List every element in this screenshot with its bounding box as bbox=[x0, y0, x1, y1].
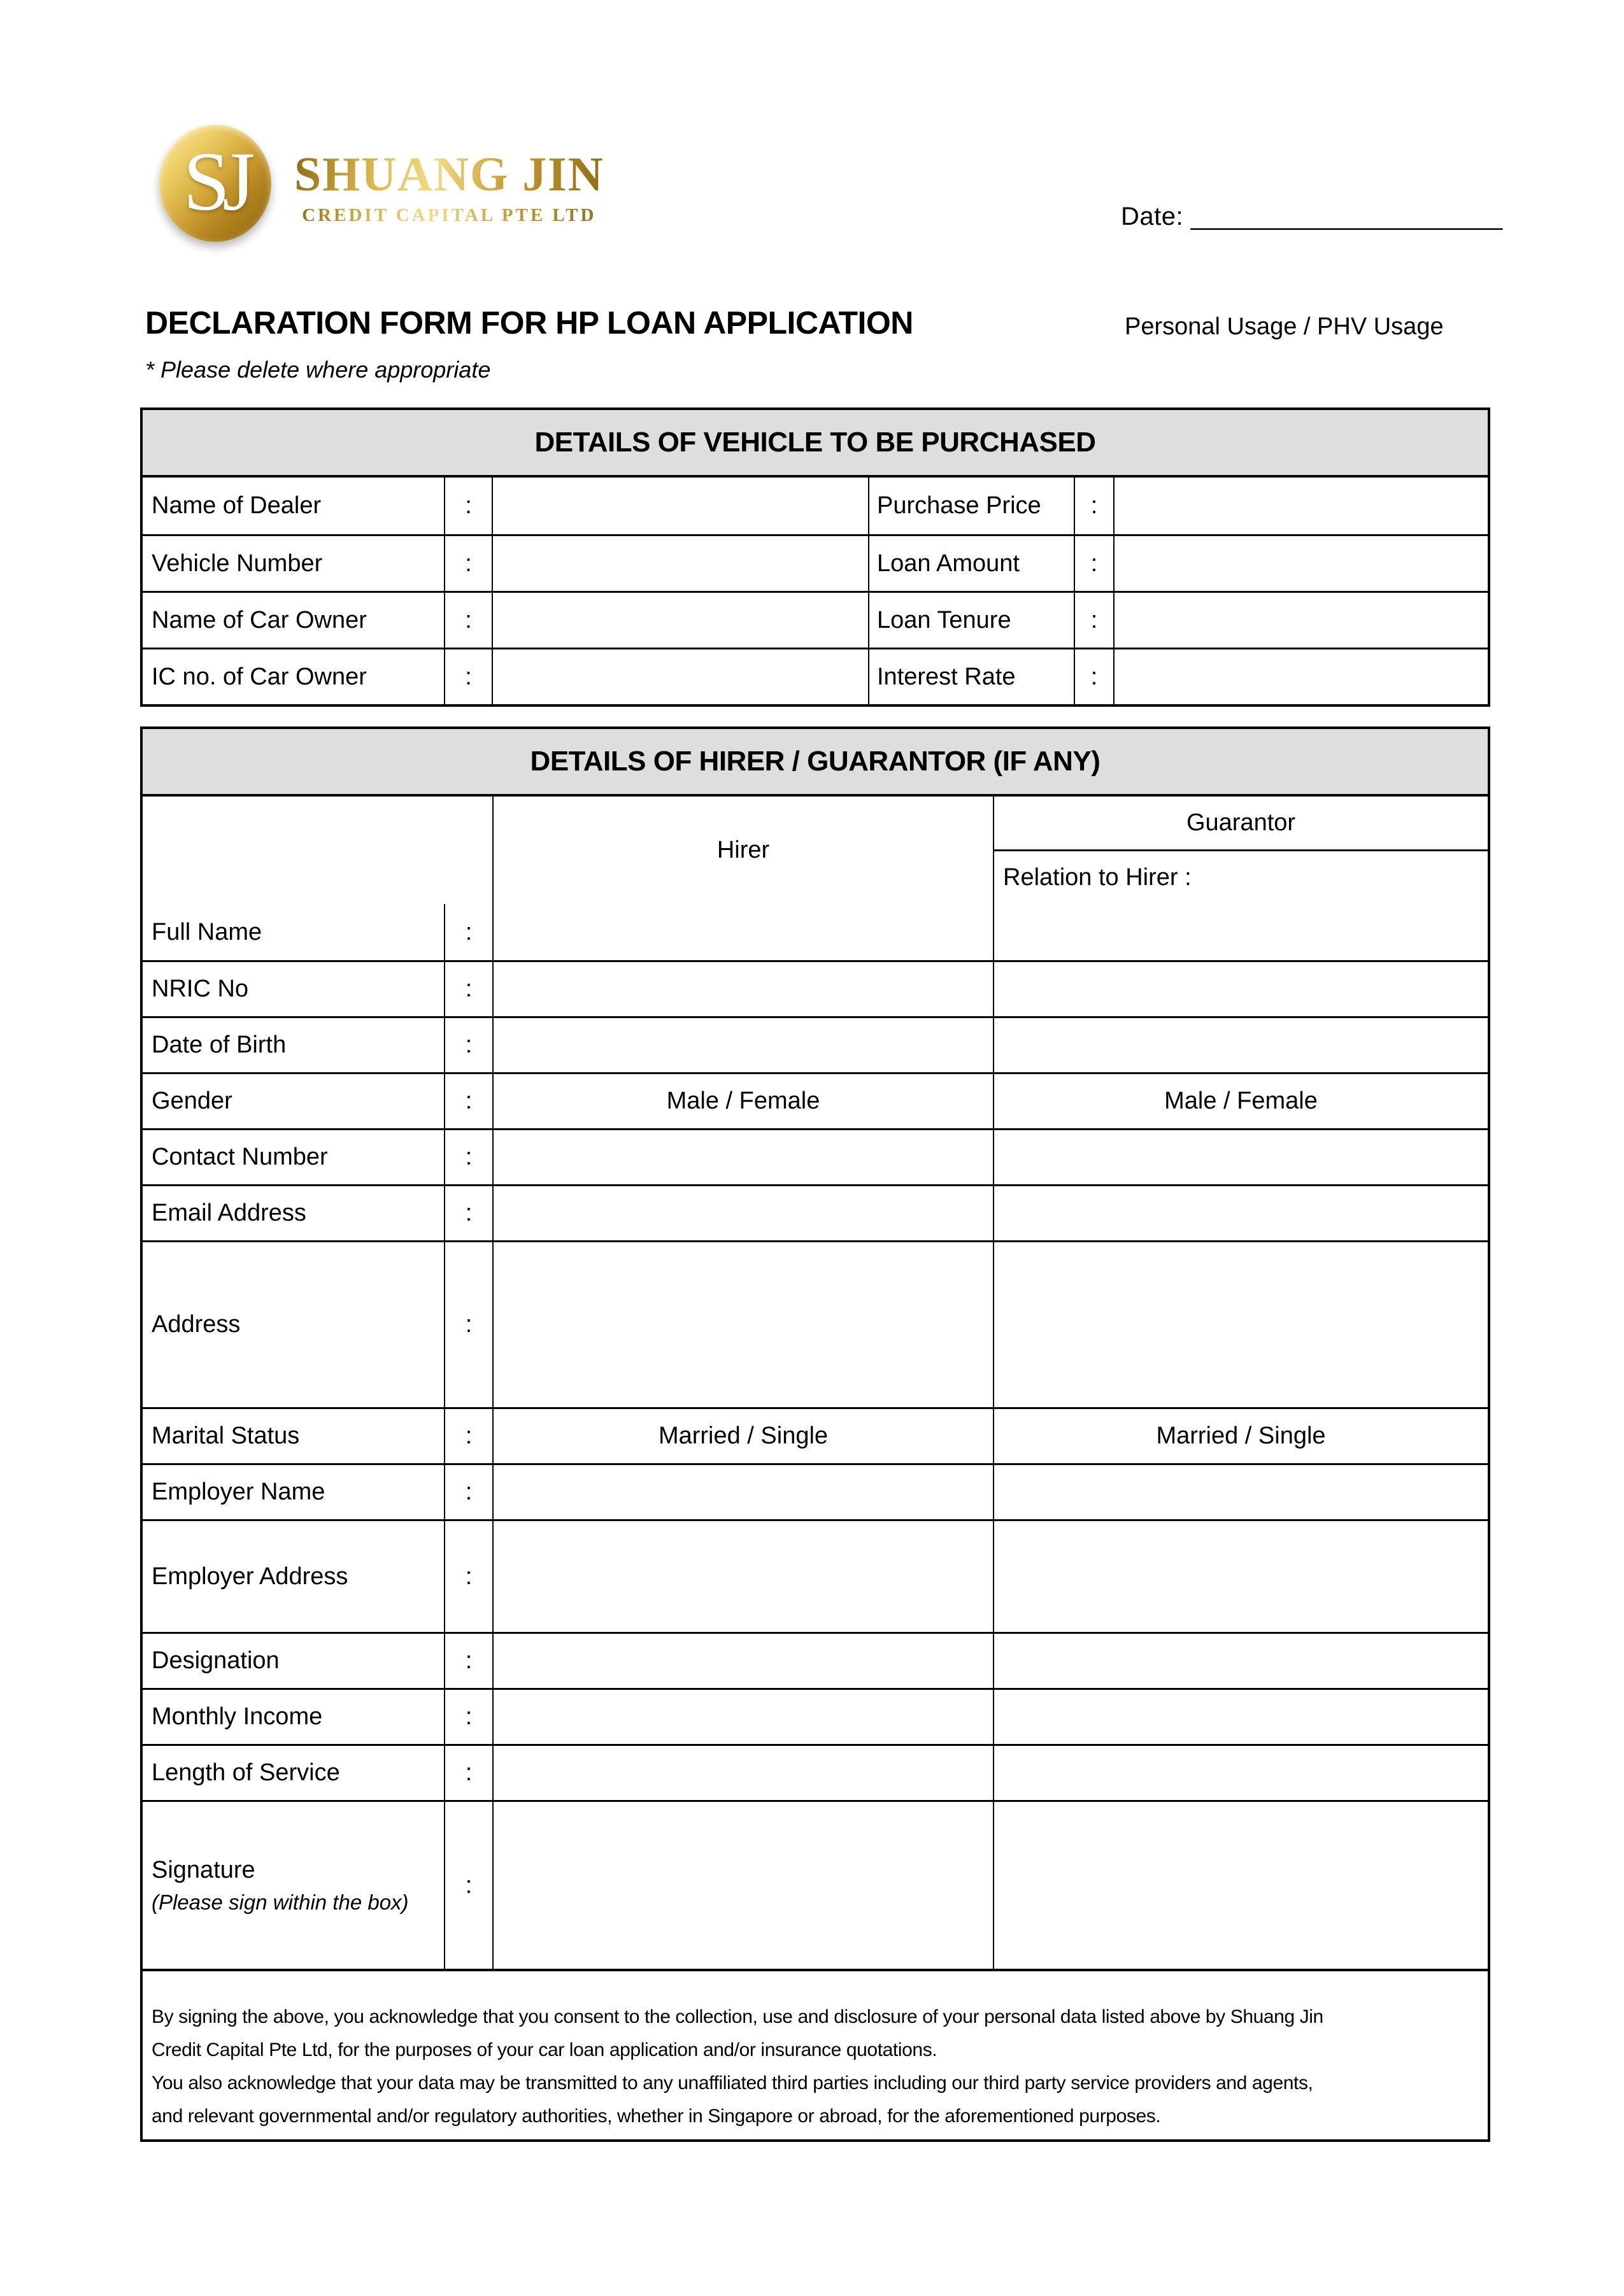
colon-separator: : bbox=[444, 1465, 492, 1519]
table-row bbox=[143, 1632, 1488, 1688]
usage-options[interactable]: Personal Usage / PHV Usage bbox=[1125, 313, 1444, 340]
length-of-service-label: Length of Service bbox=[152, 1759, 340, 1786]
marital-status-guarantor-options[interactable]: Married / Single bbox=[993, 1409, 1488, 1463]
company-logo-badge bbox=[159, 125, 271, 242]
car-owner-name-label: Name of Car Owner bbox=[152, 606, 367, 634]
table-row bbox=[143, 1463, 1488, 1519]
full-name-guarantor-input[interactable] bbox=[993, 904, 1488, 960]
employer-name-guarantor-input[interactable] bbox=[993, 1465, 1488, 1519]
colon-separator: : bbox=[444, 962, 492, 1016]
table-row bbox=[143, 1128, 1488, 1184]
colon-separator: : bbox=[444, 1802, 492, 1969]
vehicle-number-input[interactable] bbox=[492, 536, 868, 591]
hirer-table-header: DETAILS OF HIRER / GUARANTOR (IF ANY) bbox=[143, 729, 1488, 797]
date-field bbox=[1121, 202, 1502, 231]
signature-label-text: Signature bbox=[152, 1856, 255, 1883]
gender-label: Gender bbox=[152, 1088, 232, 1114]
loan-tenure-input[interactable] bbox=[1113, 593, 1488, 648]
email-address-label: Email Address bbox=[152, 1200, 306, 1226]
colon-separator: : bbox=[444, 1074, 492, 1128]
car-owner-ic-label: IC no. of Car Owner bbox=[152, 663, 367, 690]
vehicle-details-table bbox=[140, 407, 1490, 707]
marital-status-label: Marital Status bbox=[152, 1422, 300, 1449]
colon-separator: : bbox=[444, 593, 492, 648]
date-label: Date: bbox=[1121, 202, 1191, 230]
table-row bbox=[143, 1240, 1488, 1407]
loan-tenure-label: Loan Tenure bbox=[868, 593, 1074, 648]
table-row bbox=[143, 534, 1488, 591]
colon-separator: : bbox=[444, 1634, 492, 1688]
email-guarantor-input[interactable] bbox=[993, 1186, 1488, 1240]
employer-name-label: Employer Name bbox=[152, 1478, 325, 1505]
designation-guarantor-input[interactable] bbox=[993, 1634, 1488, 1688]
colon-separator: : bbox=[1074, 649, 1113, 704]
guarantor-column-header bbox=[993, 797, 1488, 904]
marital-status-hirer-options[interactable]: Married / Single bbox=[492, 1409, 993, 1463]
contact-number-label: Contact Number bbox=[152, 1144, 328, 1170]
table-row bbox=[143, 1800, 1488, 1969]
purchase-price-input[interactable] bbox=[1113, 478, 1488, 534]
address-hirer-input[interactable] bbox=[492, 1242, 993, 1407]
table-row bbox=[143, 478, 1488, 534]
delete-where-appropriate-note: * Please delete where appropriate bbox=[145, 357, 491, 383]
address-guarantor-input[interactable] bbox=[993, 1242, 1488, 1407]
colon-separator: : bbox=[444, 1130, 492, 1184]
table-row bbox=[143, 1744, 1488, 1800]
nric-guarantor-input[interactable] bbox=[993, 962, 1488, 1016]
colon-separator: : bbox=[444, 1409, 492, 1463]
guarantor-column-title: Guarantor bbox=[994, 797, 1488, 851]
table-row bbox=[143, 1016, 1488, 1072]
loan-amount-input[interactable] bbox=[1113, 536, 1488, 591]
employer-address-label: Employer Address bbox=[152, 1563, 348, 1590]
monthly-income-hirer-input[interactable] bbox=[492, 1690, 993, 1744]
date-of-birth-label: Date of Birth bbox=[152, 1031, 287, 1058]
signature-instruction: (Please sign within the box) bbox=[152, 1890, 409, 1914]
consent-text-line: and relevant governmental and/or regulatory authorities, whether in Singapore or abroad, for the aforementioned purposes. bbox=[152, 2106, 1161, 2127]
interest-rate-input[interactable] bbox=[1113, 649, 1488, 704]
interest-rate-label: Interest Rate bbox=[868, 649, 1074, 704]
contact-number-hirer-input[interactable] bbox=[492, 1130, 993, 1184]
purchase-price-label: Purchase Price bbox=[868, 478, 1074, 534]
signature-guarantor-box[interactable] bbox=[993, 1802, 1488, 1969]
table-row bbox=[143, 1688, 1488, 1744]
consent-text-line: By signing the above, you acknowledge that you consent to the collection, use and disclosure of your personal data listed above by Shuang Jin bbox=[152, 2006, 1323, 2027]
designation-hirer-input[interactable] bbox=[492, 1634, 993, 1688]
table-row bbox=[143, 648, 1488, 704]
colon-separator: : bbox=[444, 904, 492, 960]
email-hirer-input[interactable] bbox=[492, 1186, 993, 1240]
vehicle-number-label: Vehicle Number bbox=[152, 549, 323, 577]
gender-guarantor-options[interactable]: Male / Female bbox=[993, 1074, 1488, 1128]
signature-label bbox=[143, 1802, 444, 1969]
colon-separator: : bbox=[444, 1746, 492, 1800]
table-row bbox=[143, 1072, 1488, 1128]
table-row bbox=[143, 1519, 1488, 1632]
dealer-name-label: Name of Dealer bbox=[152, 492, 322, 519]
colon-separator: : bbox=[444, 1186, 492, 1240]
consent-text-line: Credit Capital Pte Ltd, for the purposes of your car loan application and/or insurance quotations. bbox=[152, 2039, 937, 2060]
form-title: DECLARATION FORM FOR HP LOAN APPLICATION bbox=[145, 305, 913, 341]
relation-to-hirer-field[interactable]: Relation to Hirer : bbox=[1003, 864, 1192, 891]
colon-separator: : bbox=[444, 1690, 492, 1744]
brand-name: SHUANG JIN bbox=[294, 148, 604, 201]
date-of-birth-hirer-input[interactable] bbox=[492, 1018, 993, 1072]
colon-separator: : bbox=[1074, 593, 1113, 648]
hirer-guarantor-table bbox=[140, 726, 1490, 2142]
column-header-row bbox=[143, 797, 1488, 904]
length-of-service-hirer-input[interactable] bbox=[492, 1746, 993, 1800]
contact-number-guarantor-input[interactable] bbox=[993, 1130, 1488, 1184]
logo-monogram: SJ bbox=[183, 134, 248, 228]
colon-separator: : bbox=[444, 1521, 492, 1632]
signature-hirer-box[interactable] bbox=[492, 1802, 993, 1969]
address-label: Address bbox=[152, 1311, 241, 1338]
table-row bbox=[143, 960, 1488, 1016]
colon-separator: : bbox=[444, 536, 492, 591]
brand-subtitle: CREDIT CAPITAL PTE LTD bbox=[294, 205, 604, 226]
company-logo bbox=[294, 150, 604, 226]
consent-clause bbox=[143, 1969, 1488, 2139]
table-row bbox=[143, 904, 1488, 960]
loan-amount-label: Loan Amount bbox=[868, 536, 1074, 591]
date-blank-line[interactable]: ______________________ bbox=[1190, 202, 1503, 230]
consent-text-line: You also acknowledge that your data may be transmitted to any unaffiliated third parties including our third party service providers and agents, bbox=[152, 2073, 1313, 2094]
nric-hirer-input[interactable] bbox=[492, 962, 993, 1016]
employer-name-hirer-input[interactable] bbox=[492, 1465, 993, 1519]
monthly-income-label: Monthly Income bbox=[152, 1703, 323, 1730]
empty-corner-cell bbox=[143, 797, 492, 904]
monthly-income-guarantor-input[interactable] bbox=[993, 1690, 1488, 1744]
full-name-hirer-input[interactable] bbox=[492, 904, 993, 960]
length-of-service-guarantor-input[interactable] bbox=[993, 1746, 1488, 1800]
colon-separator: : bbox=[444, 1242, 492, 1407]
table-row bbox=[143, 1407, 1488, 1463]
gender-hirer-options[interactable]: Male / Female bbox=[492, 1074, 993, 1128]
car-owner-name-input[interactable] bbox=[492, 593, 868, 648]
date-of-birth-guarantor-input[interactable] bbox=[993, 1018, 1488, 1072]
designation-label: Designation bbox=[152, 1647, 280, 1674]
colon-separator: : bbox=[444, 649, 492, 704]
vehicle-table-header: DETAILS OF VEHICLE TO BE PURCHASED bbox=[143, 410, 1488, 478]
colon-separator: : bbox=[1074, 478, 1113, 534]
colon-separator: : bbox=[444, 478, 492, 534]
colon-separator: : bbox=[444, 1018, 492, 1072]
colon-separator: : bbox=[1074, 536, 1113, 591]
employer-address-guarantor-input[interactable] bbox=[993, 1521, 1488, 1632]
employer-address-hirer-input[interactable] bbox=[492, 1521, 993, 1632]
car-owner-ic-input[interactable] bbox=[492, 649, 868, 704]
table-row bbox=[143, 591, 1488, 648]
full-name-label: Full Name bbox=[152, 918, 262, 946]
nric-label: NRIC No bbox=[152, 975, 249, 1002]
table-row bbox=[143, 1184, 1488, 1240]
hirer-column-header: Hirer bbox=[492, 797, 993, 904]
dealer-name-input[interactable] bbox=[492, 478, 868, 534]
